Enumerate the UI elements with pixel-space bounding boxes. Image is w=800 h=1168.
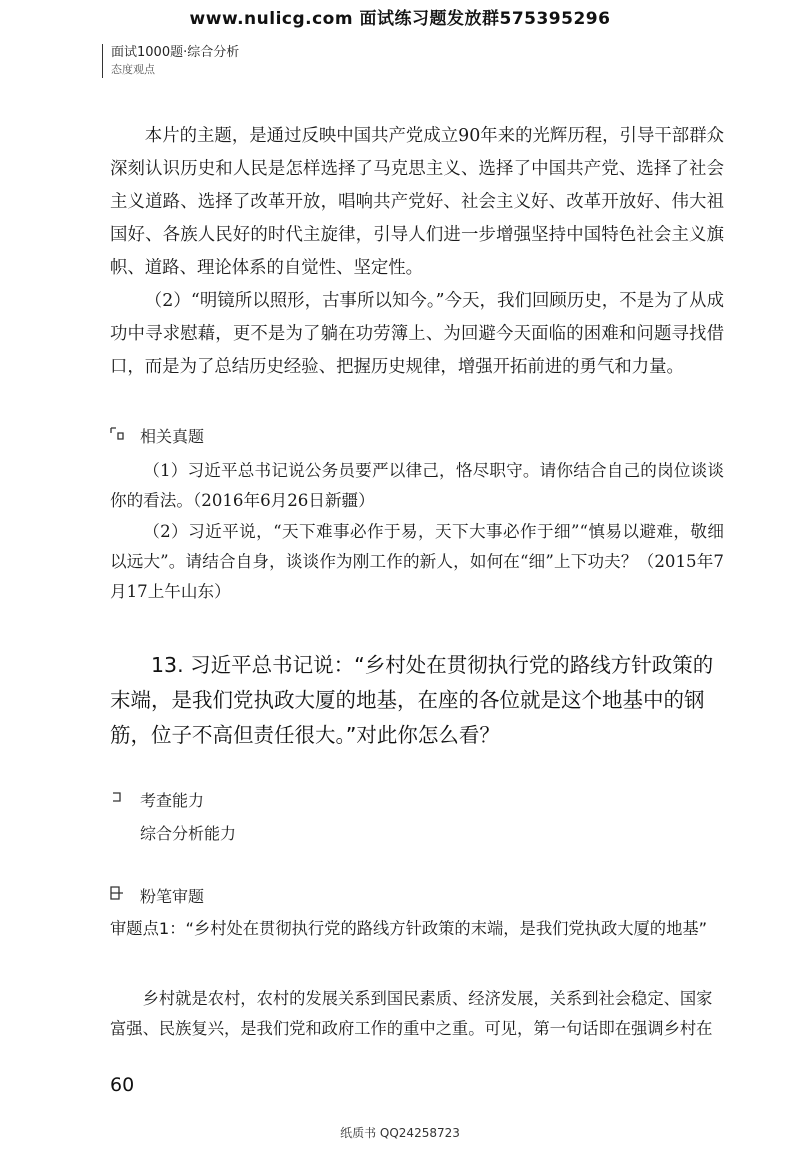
section-marker-icon: [110, 426, 124, 440]
related-question-2: （2）习近平说，“天下难事必作于易，天下大事必作于细”“慎易以避难，敬细以远大”。请结合自身，谈谈作为刚工作的新人，如何在“细”上下功夫？（2015年7月17上午山东）: [110, 522, 724, 601]
ability-value: 综合分析能力: [140, 824, 237, 843]
review-heading: [140, 884, 204, 907]
review-title: 粉笔审题: [140, 887, 205, 906]
review-point-1: 审题点1：“乡村处在贯彻执行党的路线方针政策的末端，是我们党执政大厦的地基”: [110, 919, 708, 938]
page-number: 60: [110, 1074, 135, 1096]
body-paragraph-1: 本片的主题，是通过反映中国共产党成立90年来的光辉历程，引导干部群众深刻认识历史和人民是怎样选择了马克思主义、选择了中国共产党、选择了社会主义道路、选择了改革开放，唱响共产党好、社会主义好、改革开放好、伟大祖国好、各族人民好的时代主旋律，引导人们进一步增强坚持中国特色社会主义旗帜、道路、理论体系的自觉性、坚定性。: [110, 126, 724, 278]
section-marker-icon: [110, 886, 124, 900]
section-marker-icon: [110, 790, 124, 804]
body-paragraph-2: （2）“明镜所以照形，古事所以知今。”今天，我们回顾历史，不是为了从成功中寻求慰藉，更不是为了躺在功劳簿上、为回避今天面临的困难和问题寻找借口，而是为了总结历史经验、把握历史规律，增强开拓前进的勇气和力量。: [110, 291, 724, 377]
book-title: 面试1000题·综合分析: [111, 45, 240, 60]
related-questions-title: 相关真题: [140, 427, 205, 446]
related-question-1: （1）习近平总书记说公务员要严以律己，恪尽职守。请你结合自己的岗位谈谈你的看法。（2016年6月26日新疆）: [110, 461, 724, 510]
ability-heading: [140, 788, 204, 811]
scan-footer-note: 纸质书 QQ24258723: [340, 1126, 460, 1140]
running-header: [102, 44, 239, 78]
question-13: 13. 习近平总书记说：“乡村处在贯彻执行党的路线方针政策的末端，是我们党执政大厦的地基，在座的各位就是这个地基中的钢筋，位子不高但责任很大。”对此你怎么看？: [110, 653, 714, 747]
watermark-header: www.nulicg.com 面试练习题发放群575395296: [189, 9, 611, 29]
ability-title: 考查能力: [140, 791, 205, 810]
review-paragraph: 乡村就是农村，农村的发展关系到国民素质、经济发展，关系到社会稳定、国家富强、民族复兴，是我们党和政府工作的重中之重。可见，第一句话即在强调乡村在: [110, 989, 713, 1038]
chapter-title: 态度观点: [111, 63, 155, 76]
related-questions-heading: [140, 424, 204, 447]
